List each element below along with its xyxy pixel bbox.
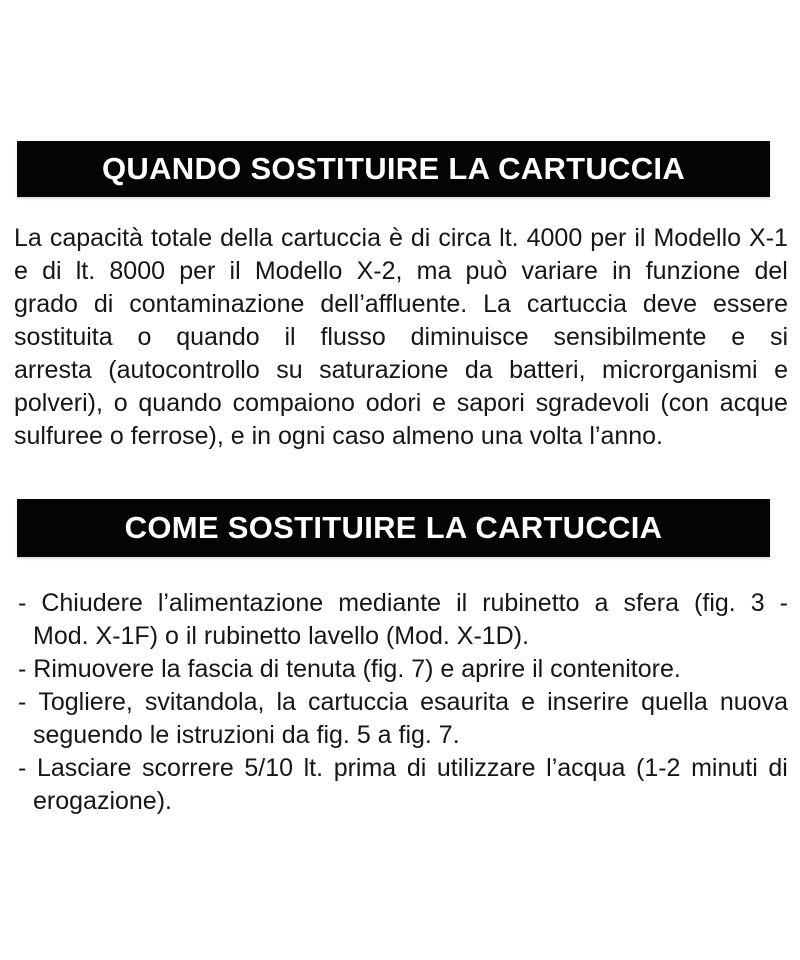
- word: svitandola,: [144, 688, 265, 716]
- word: di: [93, 290, 114, 318]
- word: X-1: [749, 224, 788, 252]
- word: essere: [712, 290, 788, 318]
- text-line: [14, 255, 788, 288]
- text-line: [14, 387, 788, 420]
- word: di: [406, 754, 427, 782]
- word: funzione: [645, 257, 741, 285]
- word: della: [220, 224, 273, 252]
- text-line: [14, 354, 788, 387]
- word: il: [634, 224, 646, 252]
- word: 3: [750, 589, 765, 617]
- word: sensibilmente: [553, 323, 707, 351]
- text-line: [18, 686, 788, 719]
- word: dell’affluente.: [320, 290, 468, 318]
- word: scorrere: [142, 754, 234, 782]
- section-header-bar-quando: [17, 141, 770, 197]
- text-line: sulfuree o ferrose), e in ogni caso almeno una volta l’anno.: [14, 422, 663, 450]
- word: Lasciare: [36, 754, 132, 782]
- word: l’alimentazione: [157, 589, 324, 617]
- word: polveri),: [14, 389, 103, 417]
- word: Togliere,: [38, 688, 133, 716]
- word: sgradevoli: [535, 389, 650, 417]
- text-line: [18, 752, 788, 785]
- text-line: [14, 288, 788, 321]
- word: e: [432, 389, 446, 417]
- word: di: [768, 754, 788, 782]
- word: in: [612, 257, 632, 285]
- word: e: [521, 688, 536, 716]
- word: totale: [150, 224, 213, 252]
- word: Modello: [653, 224, 742, 252]
- word: Chiudere: [41, 589, 143, 617]
- word: cartuccia: [280, 224, 381, 252]
- word: X-2,: [356, 257, 403, 285]
- word: saturazione: [319, 356, 449, 384]
- word: lt.: [499, 224, 519, 252]
- word: e: [774, 356, 788, 384]
- section-header-bar-come: [17, 499, 770, 557]
- word: quando: [176, 323, 260, 351]
- word: acque: [719, 389, 788, 417]
- word: il: [456, 589, 468, 617]
- word: compaiono: [232, 389, 355, 417]
- word: microrganismi: [602, 356, 758, 384]
- word: la: [276, 688, 296, 716]
- word: ma: [416, 257, 452, 285]
- word: 8000: [109, 257, 166, 285]
- word: Modello: [254, 257, 343, 285]
- word: -: [18, 754, 27, 782]
- word: o: [137, 323, 152, 351]
- word: lt.: [75, 257, 96, 285]
- word: odori: [365, 389, 422, 417]
- word: per: [590, 224, 627, 252]
- word: può: [465, 257, 508, 285]
- word: a: [594, 589, 609, 617]
- word: e: [731, 323, 746, 351]
- word: il: [229, 257, 241, 285]
- text-line: - Rimuovere la fascia di tenuta (fig. 7) e aprire il contenitore.: [18, 655, 681, 683]
- word: -: [18, 589, 27, 617]
- word: inserire: [547, 688, 630, 716]
- word: minuti: [691, 754, 758, 782]
- word: o: [113, 389, 128, 417]
- word: flusso: [320, 323, 386, 351]
- section-title-quando: QUANDO SOSTITUIRE LA CARTUCCIA: [101, 151, 686, 186]
- word: contaminazione: [129, 290, 305, 318]
- word: quella: [641, 688, 708, 716]
- word: 4000: [526, 224, 583, 252]
- word: sapori: [456, 389, 525, 417]
- word: mediante: [338, 589, 442, 617]
- word: capacità: [49, 224, 143, 252]
- paragraph-when-to-replace: [14, 222, 788, 453]
- word: si: [769, 323, 788, 351]
- word: il: [284, 323, 296, 351]
- word: (fig.: [694, 589, 736, 617]
- word: sostituita: [14, 323, 113, 351]
- section-title-come: COME SOSTITUIRE LA CARTUCCIA: [124, 510, 663, 545]
- word: diminuisce: [410, 323, 529, 351]
- word: La: [14, 224, 42, 252]
- word: esaurita: [420, 688, 510, 716]
- word: da: [464, 356, 493, 384]
- word: di: [42, 257, 62, 285]
- text-line: [18, 587, 788, 620]
- text-line: [14, 222, 788, 255]
- word: di: [410, 224, 431, 252]
- word: (con: [660, 389, 710, 417]
- word: lt.: [303, 754, 324, 782]
- word: l’acqua: [546, 754, 626, 782]
- text-line: erogazione).: [33, 787, 172, 815]
- word: variare: [521, 257, 598, 285]
- word: arresta: [14, 356, 92, 384]
- word: e: [14, 257, 28, 285]
- word: circa: [438, 224, 492, 252]
- word: è: [388, 224, 403, 252]
- text-line: Mod. X-1F) o il rubinetto lavello (Mod. X-1D).: [33, 622, 530, 650]
- text-line: [14, 321, 788, 354]
- word: -: [779, 589, 788, 617]
- word: (1-2: [636, 754, 681, 782]
- word: -: [18, 688, 27, 716]
- word: (autocontrollo: [108, 356, 260, 384]
- word: cartuccia: [308, 688, 409, 716]
- word: grado: [14, 290, 78, 318]
- text-line: seguendo le istruzioni da fig. 5 a fig. 7.: [33, 721, 460, 749]
- word: prima: [333, 754, 397, 782]
- word: utilizzare: [436, 754, 536, 782]
- word: cartuccia: [526, 290, 627, 318]
- word: su: [276, 356, 303, 384]
- word: quando: [138, 389, 222, 417]
- word: batteri,: [509, 356, 586, 384]
- word: per: [179, 257, 216, 285]
- word: deve: [642, 290, 698, 318]
- word: La: [483, 290, 511, 318]
- word: 5/10: [244, 754, 294, 782]
- word: rubinetto: [482, 589, 580, 617]
- word: nuova: [719, 688, 788, 716]
- list-how-to-replace: [18, 587, 788, 818]
- word: del: [754, 257, 788, 285]
- word: sfera: [623, 589, 680, 617]
